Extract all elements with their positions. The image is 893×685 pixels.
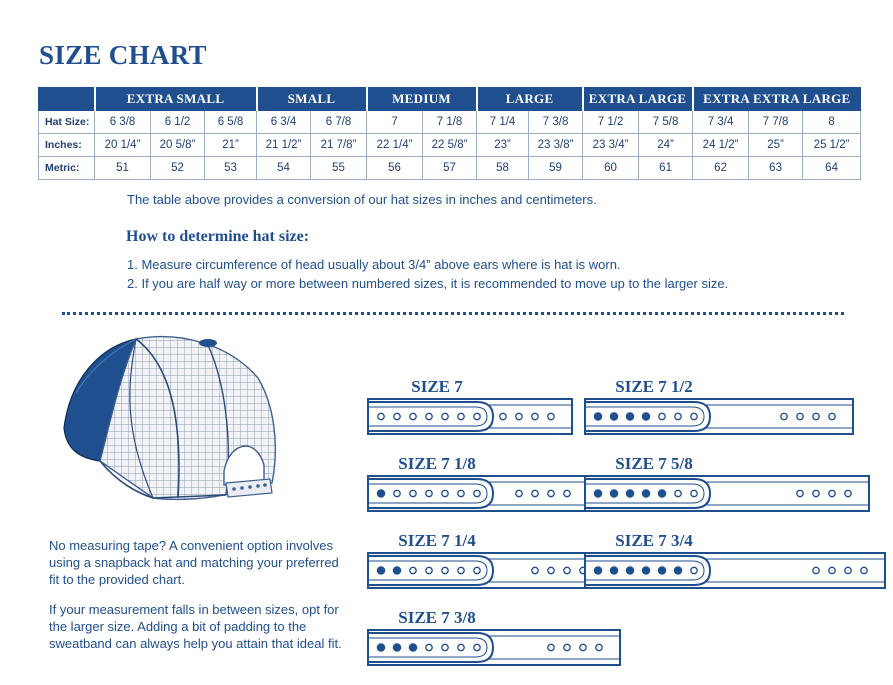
table-cell: 7 5/8 (639, 111, 693, 134)
table-cell: 20 5/8” (151, 134, 205, 157)
table-row (39, 134, 861, 157)
open-hole (691, 490, 697, 496)
outer-hole (829, 413, 835, 419)
table-cell: 22 1/4” (367, 134, 423, 157)
table-cell: 62 (693, 157, 749, 180)
outer-hole (500, 413, 506, 419)
open-hole (458, 567, 464, 573)
size-chart-table (38, 87, 861, 180)
table-cell: 6 7/8 (311, 111, 367, 134)
open-hole (442, 644, 448, 650)
open-hole (394, 413, 400, 419)
outer-hole (813, 413, 819, 419)
outer-hole (845, 567, 851, 573)
filled-hole (610, 413, 617, 420)
strap-graphic (367, 552, 605, 589)
table-cell: 6 5/8 (205, 111, 257, 134)
outer-hole (548, 567, 554, 573)
filled-hole (610, 490, 617, 497)
table-cell: 53 (205, 157, 257, 180)
outer-hole (548, 490, 554, 496)
table-cell: 58 (477, 157, 529, 180)
open-hole (691, 413, 697, 419)
table-cell: 22 5/8” (423, 134, 477, 157)
filled-hole (377, 490, 384, 497)
open-hole (426, 490, 432, 496)
table-cell: 21 7/8” (311, 134, 367, 157)
outer-hole (564, 490, 570, 496)
filled-hole (658, 490, 665, 497)
table-cell: 7 1/8 (423, 111, 477, 134)
table-cell: 23” (477, 134, 529, 157)
open-hole (675, 490, 681, 496)
table-cell: 63 (749, 157, 803, 180)
open-hole (474, 644, 480, 650)
table-cell: 23 3/4” (583, 134, 639, 157)
open-hole (442, 490, 448, 496)
table-cell: 51 (95, 157, 151, 180)
header-corner (39, 88, 95, 111)
table-cell: 59 (529, 157, 583, 180)
open-hole (675, 413, 681, 419)
intro-text: The table above provides a conversion of our hat sizes in inches and centimeters. (127, 192, 597, 207)
outer-hole (861, 567, 867, 573)
table-header-row (39, 88, 861, 111)
table-cell: 52 (151, 157, 205, 180)
table-cell: 56 (367, 157, 423, 180)
outer-hole (532, 567, 538, 573)
outer-hole (596, 644, 602, 650)
table-cell: 60 (583, 157, 639, 180)
strap-size-label: SIZE 7 1/4 (398, 531, 476, 550)
size-group-header: EXTRA SMALL (95, 88, 257, 111)
table-cell: 24 1/2” (693, 134, 749, 157)
filled-hole (674, 567, 681, 574)
size-group-header: SMALL (257, 88, 367, 111)
outer-hole (548, 413, 554, 419)
trucker-cap-illustration (58, 333, 308, 505)
outer-hole (781, 413, 787, 419)
outer-hole (797, 490, 803, 496)
table-cell: 6 3/8 (95, 111, 151, 134)
size-group-header: EXTRA LARGE (583, 88, 693, 111)
table-row (39, 157, 861, 180)
filled-hole (626, 413, 633, 420)
outer-hole (564, 567, 570, 573)
open-hole (426, 644, 432, 650)
open-hole (474, 567, 480, 573)
size-group-header: MEDIUM (367, 88, 477, 111)
table-cell: 7 (367, 111, 423, 134)
open-hole (474, 490, 480, 496)
side-note-tape: No measuring tape? A convenient option involves using a snapback hat and matching your preferred fit to the provided chart. (49, 538, 339, 587)
table-body (39, 111, 861, 180)
table-cell: 21 1/2” (257, 134, 311, 157)
outer-hole (548, 644, 554, 650)
table-row (39, 111, 861, 134)
open-hole (426, 413, 432, 419)
filled-hole (393, 644, 400, 651)
outer-hole (813, 490, 819, 496)
open-hole (442, 413, 448, 419)
open-hole (691, 567, 697, 573)
outer-hole (532, 413, 538, 419)
table-cell: 7 3/8 (529, 111, 583, 134)
strap-graphic (367, 398, 573, 435)
open-hole (394, 490, 400, 496)
outer-hole (516, 413, 522, 419)
row-label: Metric: (39, 157, 95, 180)
open-hole (458, 644, 464, 650)
table-cell: 54 (257, 157, 311, 180)
table-cell: 25” (749, 134, 803, 157)
table-cell: 61 (639, 157, 693, 180)
table-cell: 23 3/8” (529, 134, 583, 157)
size-group-header: LARGE (477, 88, 583, 111)
table-cell: 20 1/4” (95, 134, 151, 157)
filled-hole (642, 567, 649, 574)
howto-step-1: 1. Measure circumference of head usually about 3/4” above ears where is hat is worn. (127, 257, 621, 272)
table-cell: 7 1/2 (583, 111, 639, 134)
open-hole (659, 413, 665, 419)
outer-hole (516, 490, 522, 496)
row-label: Inches: (39, 134, 95, 157)
filled-hole (610, 567, 617, 574)
outer-hole (813, 567, 819, 573)
open-hole (458, 413, 464, 419)
outer-hole (829, 490, 835, 496)
table-cell: 7 1/4 (477, 111, 529, 134)
table-cell: 7 3/4 (693, 111, 749, 134)
table-cell: 8 (803, 111, 861, 134)
table-cell: 64 (803, 157, 861, 180)
dotted-divider (62, 312, 844, 315)
open-hole (410, 567, 416, 573)
open-hole (378, 413, 384, 419)
strap-size-label: SIZE 7 5/8 (615, 454, 693, 473)
table-cell: 6 1/2 (151, 111, 205, 134)
strap-size-label: SIZE 7 1/8 (398, 454, 476, 473)
page-title: SIZE CHART (39, 40, 207, 70)
size-group-header: EXTRA EXTRA LARGE (693, 88, 861, 111)
strap-size-label: SIZE 7 (411, 377, 463, 396)
filled-hole (642, 490, 649, 497)
howto-step-2: 2. If you are half way or more between numbered sizes, it is recommended to move up to the larger size. (127, 276, 729, 291)
filled-hole (393, 567, 400, 574)
strap-graphic (584, 475, 870, 512)
strap-graphic (584, 398, 854, 435)
filled-hole (409, 644, 416, 651)
outer-hole (532, 490, 538, 496)
open-hole (458, 490, 464, 496)
filled-hole (594, 490, 601, 497)
filled-hole (377, 644, 384, 651)
table-cell: 6 3/4 (257, 111, 311, 134)
table-cell: 57 (423, 157, 477, 180)
outer-hole (845, 490, 851, 496)
howto-heading: How to determine hat size: (126, 228, 310, 245)
open-hole (410, 413, 416, 419)
open-hole (474, 413, 480, 419)
outer-hole (580, 644, 586, 650)
filled-hole (658, 567, 665, 574)
strap-size-label: SIZE 7 3/8 (398, 608, 476, 627)
side-note-padding: If your measurement falls in between sizes, opt for the larger size. Adding a bit of padding to the sweatband can always help you attain that ideal fit. (49, 602, 342, 651)
filled-hole (626, 490, 633, 497)
table-cell: 21” (205, 134, 257, 157)
open-hole (442, 567, 448, 573)
table-cell: 55 (311, 157, 367, 180)
strap-graphic (367, 475, 589, 512)
strap-size-label: SIZE 7 3/4 (615, 531, 693, 550)
outer-hole (797, 413, 803, 419)
filled-hole (642, 413, 649, 420)
open-hole (410, 490, 416, 496)
strap-size-label: SIZE 7 1/2 (615, 377, 693, 396)
outer-hole (564, 644, 570, 650)
strap-graphic (584, 552, 886, 589)
filled-hole (594, 567, 601, 574)
row-label: Hat Size: (39, 111, 95, 134)
filled-hole (377, 567, 384, 574)
table-cell: 25 1/2” (803, 134, 861, 157)
table-cell: 7 7/8 (749, 111, 803, 134)
table-cell: 24” (639, 134, 693, 157)
open-hole (426, 567, 432, 573)
outer-hole (829, 567, 835, 573)
filled-hole (626, 567, 633, 574)
strap-graphic (367, 629, 621, 666)
filled-hole (594, 413, 601, 420)
